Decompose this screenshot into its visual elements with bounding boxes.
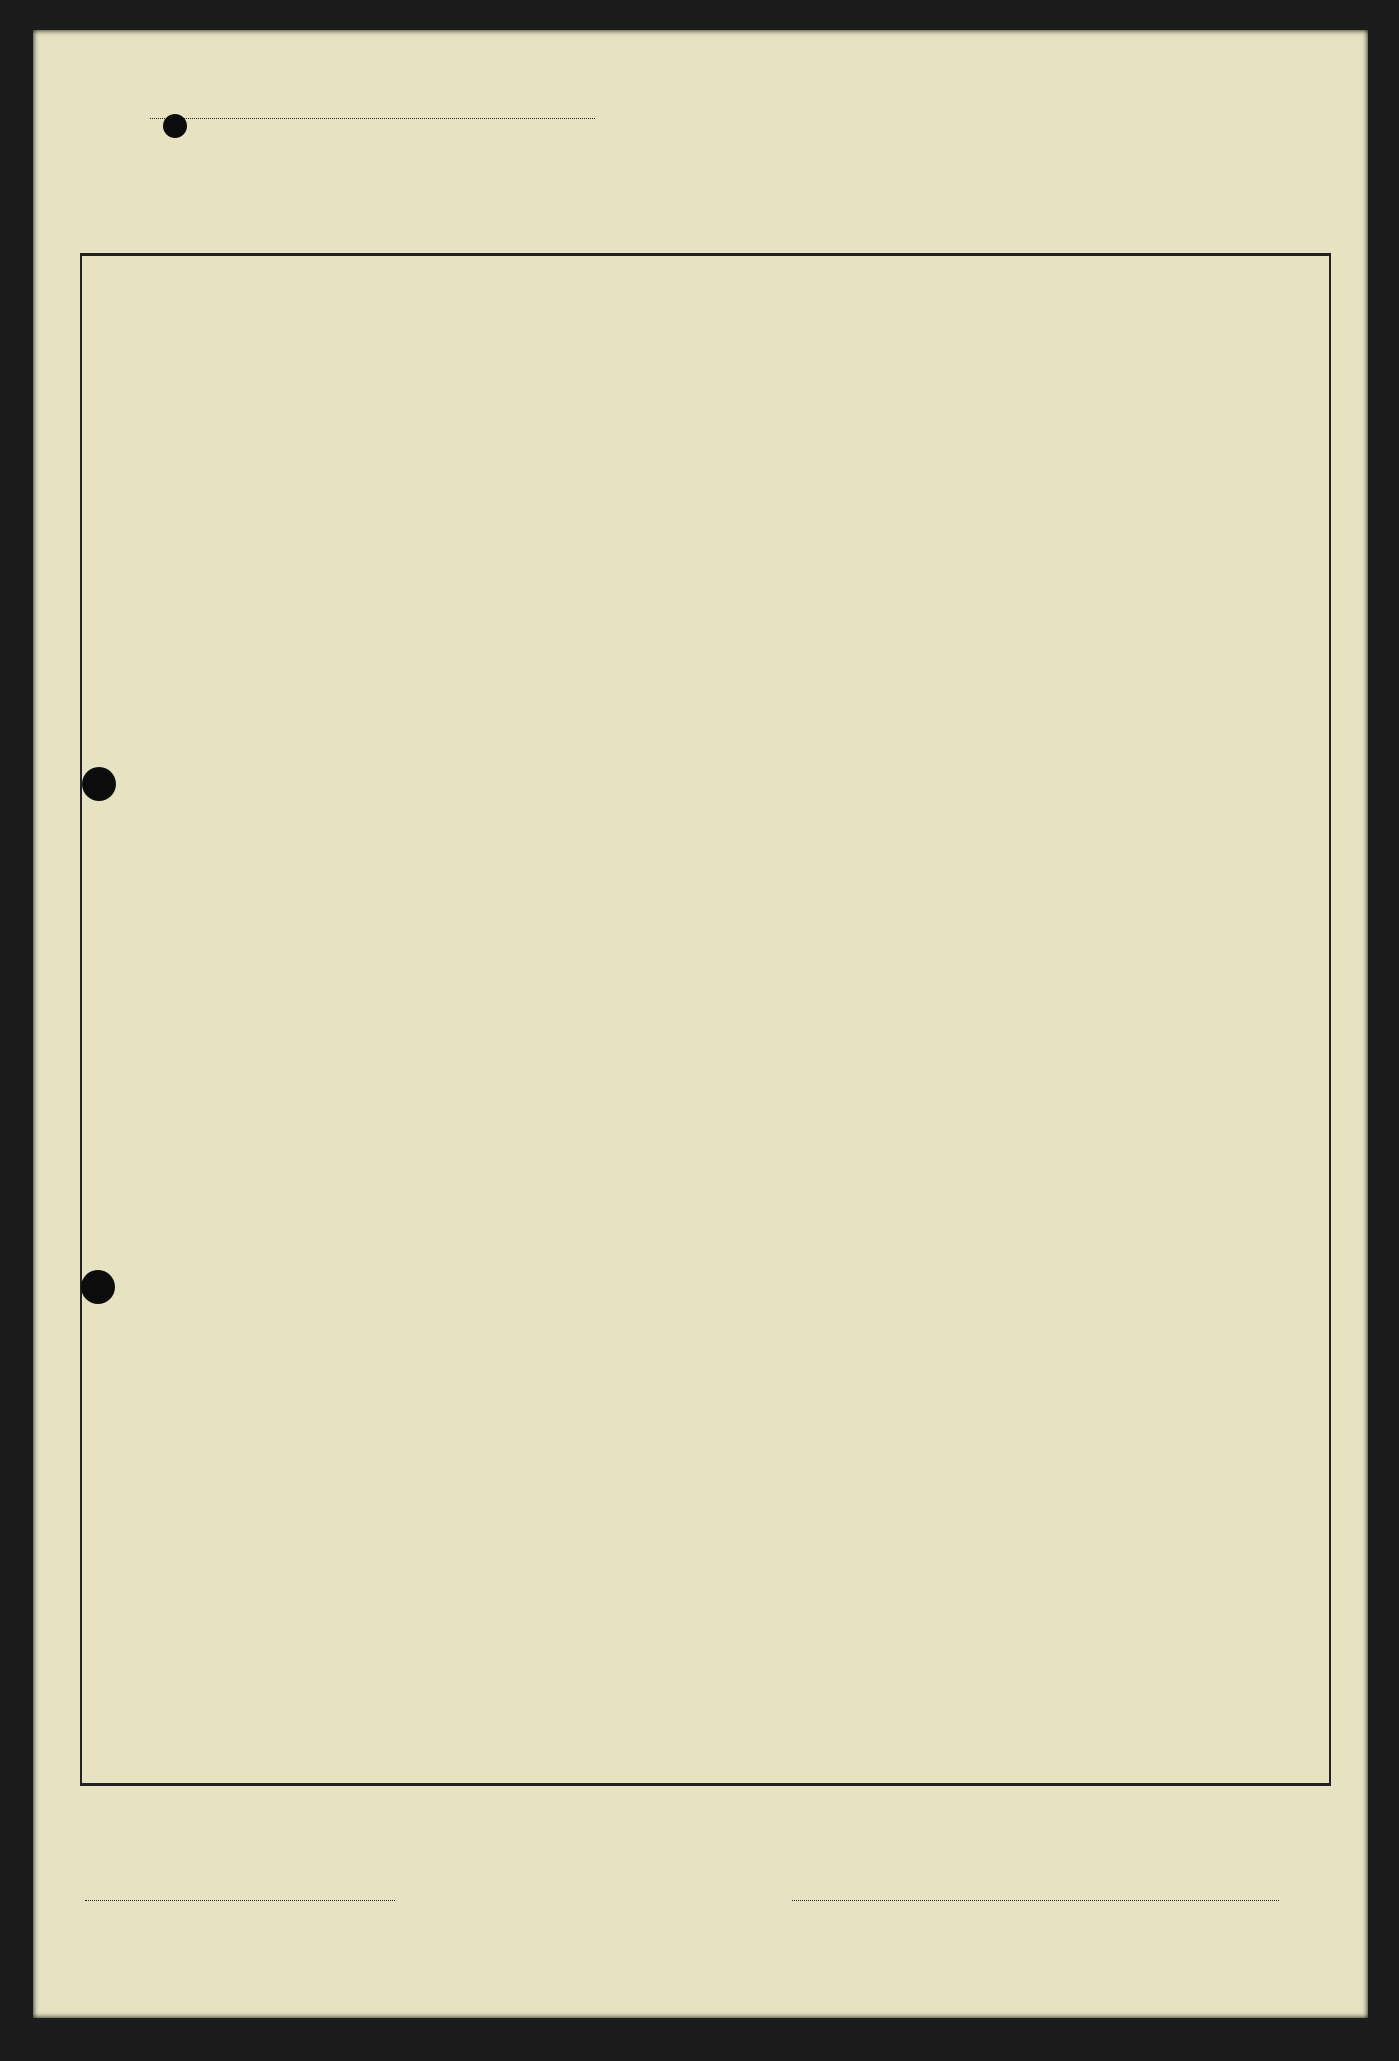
punch-hole: [82, 767, 116, 801]
punch-hole: [81, 1270, 115, 1304]
punch-hole: [163, 114, 187, 138]
strength-table: [80, 253, 1331, 1786]
signature-dotted-line: [792, 1900, 1279, 1901]
unit-dotted-line: [150, 118, 595, 119]
date-dotted-line: [85, 1900, 395, 1901]
